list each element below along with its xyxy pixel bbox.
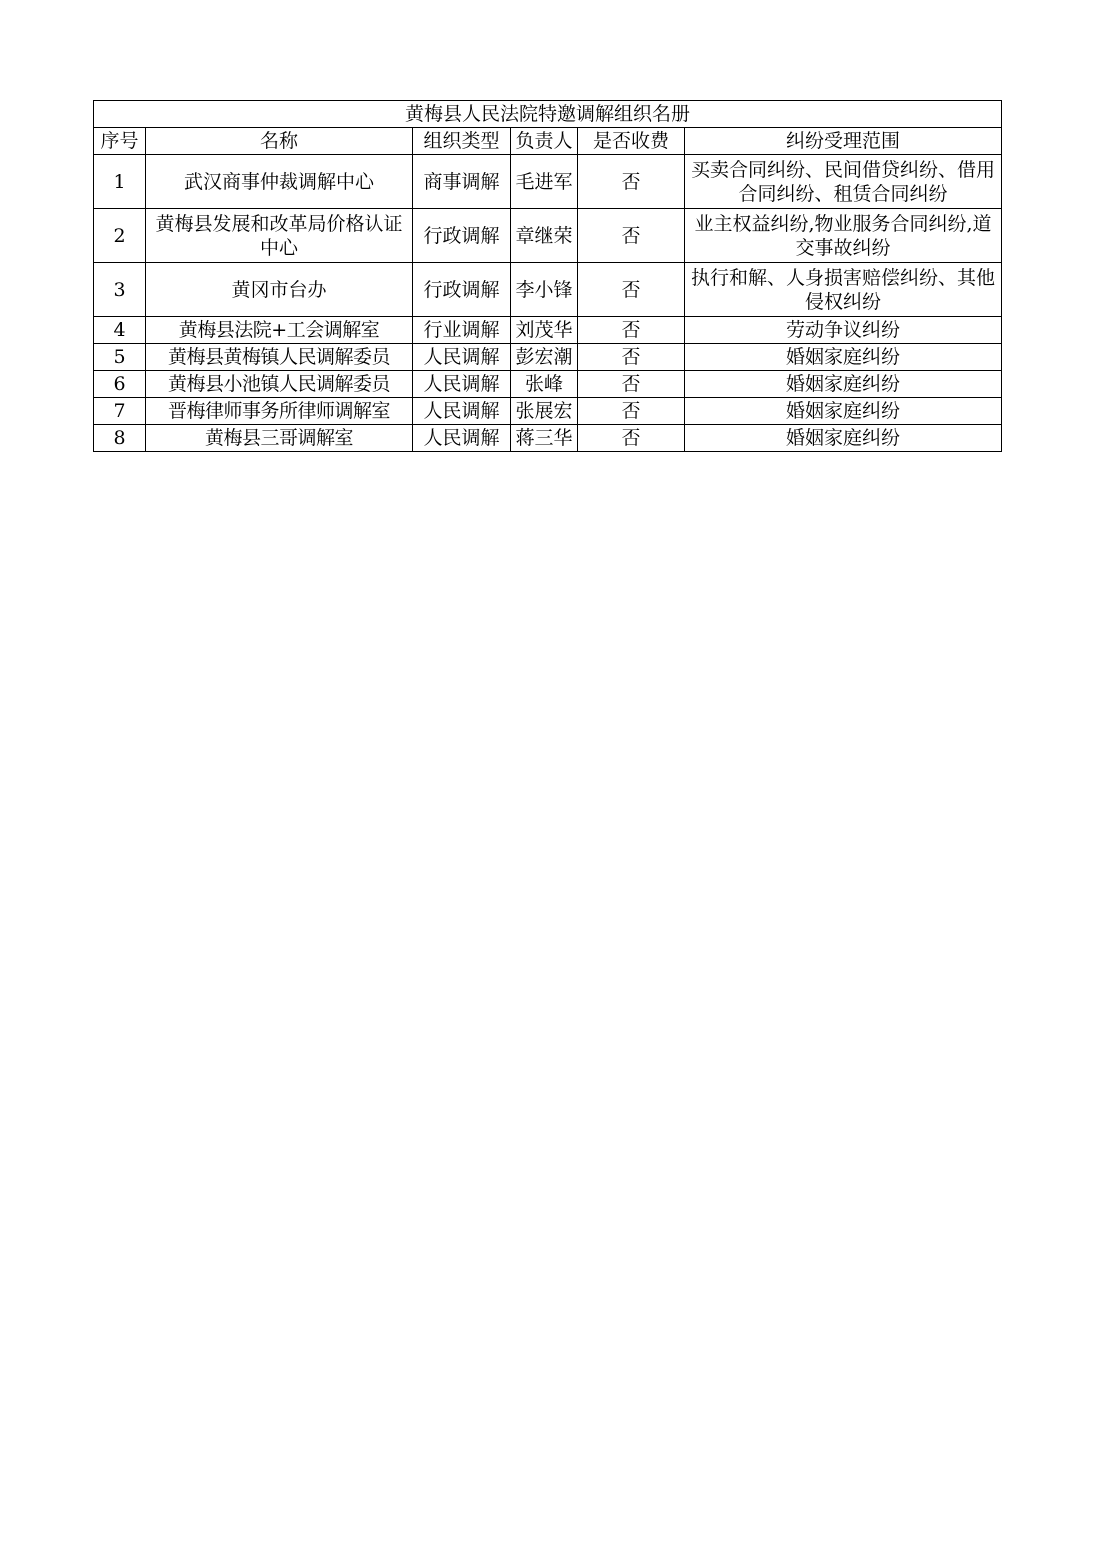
row-leader: 毛进军 [511, 155, 578, 209]
row-fee: 否 [578, 155, 685, 209]
column-header-no: 序号 [94, 128, 146, 155]
row-type: 人民调解 [413, 398, 511, 425]
row-leader: 张展宏 [511, 398, 578, 425]
row-scope: 业主权益纠纷,物业服务合同纠纷,道交事故纠纷 [685, 209, 1002, 263]
table-row [94, 344, 1002, 371]
row-type: 行业调解 [413, 317, 511, 344]
table-row [94, 155, 1002, 209]
mediation-roster-table [93, 100, 1002, 452]
row-fee: 否 [578, 209, 685, 263]
row-fee: 否 [578, 398, 685, 425]
row-name: 黄梅县黄梅镇人民调解委员 [146, 344, 413, 371]
row-leader: 蒋三华 [511, 425, 578, 452]
row-name: 黄梅县发展和改革局价格认证中心 [146, 209, 413, 263]
column-header-scope: 纠纷受理范围 [685, 128, 1002, 155]
row-type: 人民调解 [413, 344, 511, 371]
row-name: 黄梅县法院+工会调解室 [146, 317, 413, 344]
row-fee: 否 [578, 317, 685, 344]
row-scope: 买卖合同纠纷、民间借贷纠纷、借用合同纠纷、租赁合同纠纷 [685, 155, 1002, 209]
row-name: 黄梅县小池镇人民调解委员 [146, 371, 413, 398]
column-header-fee: 是否收费 [578, 128, 685, 155]
row-type: 行政调解 [413, 263, 511, 317]
row-scope: 婚姻家庭纠纷 [685, 371, 1002, 398]
header-row [94, 128, 1002, 155]
row-scope: 婚姻家庭纠纷 [685, 425, 1002, 452]
table-row [94, 371, 1002, 398]
row-no: 1 [94, 155, 146, 209]
row-type: 人民调解 [413, 371, 511, 398]
table-row [94, 425, 1002, 452]
row-leader: 李小锋 [511, 263, 578, 317]
row-leader: 彭宏潮 [511, 344, 578, 371]
column-header-type: 组织类型 [413, 128, 511, 155]
row-fee: 否 [578, 371, 685, 398]
column-header-name: 名称 [146, 128, 413, 155]
row-scope: 婚姻家庭纠纷 [685, 344, 1002, 371]
row-no: 8 [94, 425, 146, 452]
row-scope: 执行和解、人身损害赔偿纠纷、其他侵权纠纷 [685, 263, 1002, 317]
row-name: 黄冈市台办 [146, 263, 413, 317]
row-no: 2 [94, 209, 146, 263]
row-no: 4 [94, 317, 146, 344]
row-scope: 劳动争议纠纷 [685, 317, 1002, 344]
row-name: 晋梅律师事务所律师调解室 [146, 398, 413, 425]
row-name: 武汉商事仲裁调解中心 [146, 155, 413, 209]
row-fee: 否 [578, 344, 685, 371]
table-row [94, 263, 1002, 317]
table-row [94, 209, 1002, 263]
row-type: 商事调解 [413, 155, 511, 209]
row-leader: 章继荣 [511, 209, 578, 263]
row-leader: 刘茂华 [511, 317, 578, 344]
column-header-leader: 负责人 [511, 128, 578, 155]
row-no: 6 [94, 371, 146, 398]
row-leader: 张峰 [511, 371, 578, 398]
row-fee: 否 [578, 425, 685, 452]
row-name: 黄梅县三哥调解室 [146, 425, 413, 452]
row-scope: 婚姻家庭纠纷 [685, 398, 1002, 425]
table-row [94, 398, 1002, 425]
row-fee: 否 [578, 263, 685, 317]
row-type: 人民调解 [413, 425, 511, 452]
row-no: 7 [94, 398, 146, 425]
row-no: 3 [94, 263, 146, 317]
table-row [94, 317, 1002, 344]
row-type: 行政调解 [413, 209, 511, 263]
row-no: 5 [94, 344, 146, 371]
table-title: 黄梅县人民法院特邀调解组织名册 [94, 101, 1002, 128]
